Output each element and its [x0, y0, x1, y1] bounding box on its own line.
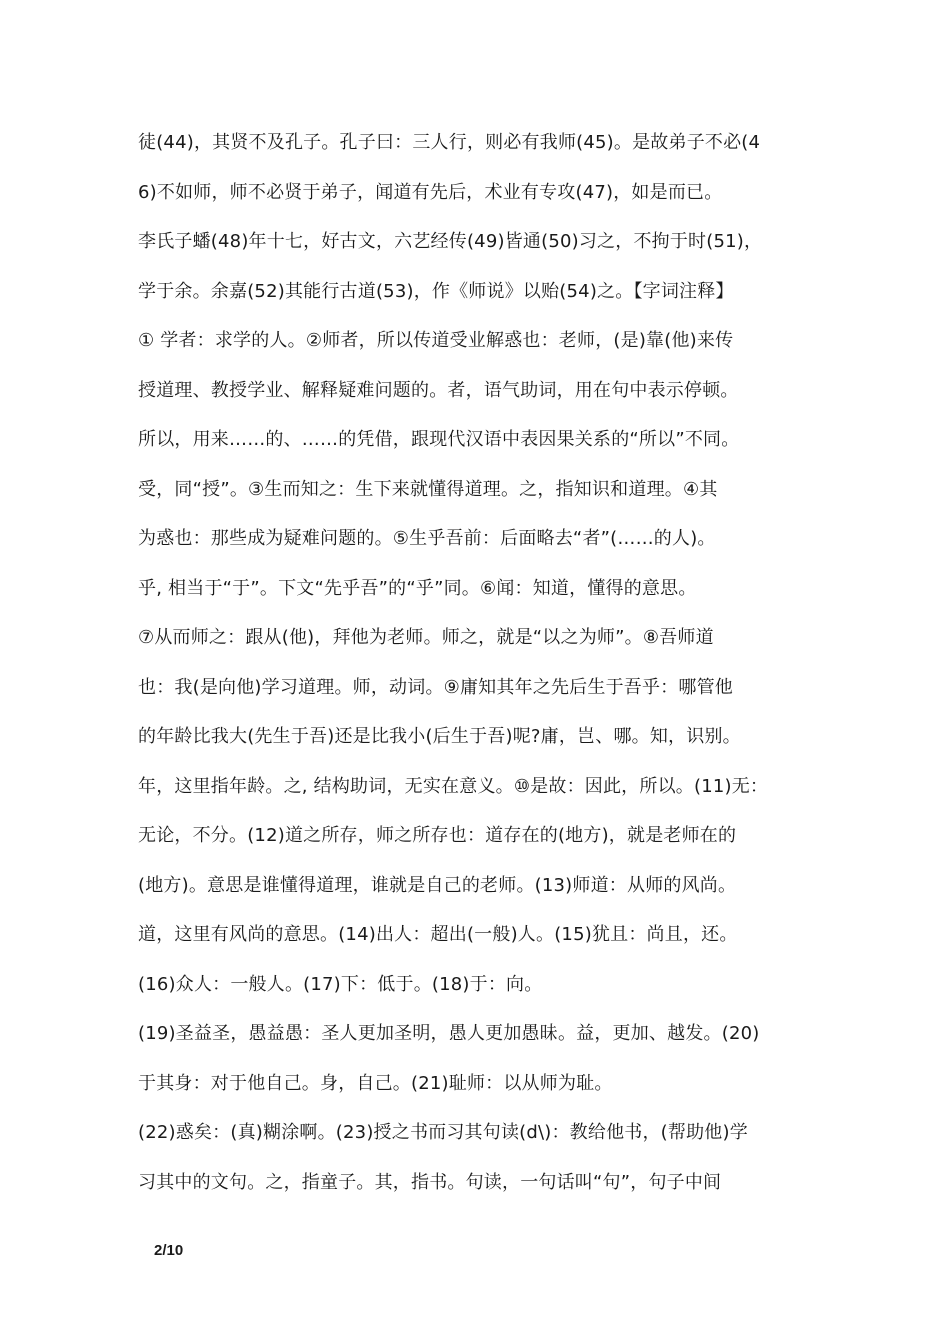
- text-line-2: 6)不如师，师不必贤于弟子，闻道有先后，术业有专攻(47)，如是而已。: [138, 181, 723, 203]
- text-line-14: 年，这里指年龄。之, 结构助词，无实在意义。⑩是故：因此，所以。(11)无：: [138, 775, 769, 797]
- text-line-6: 授道理、教授学业、解释疑难问题的。者，语气助词，用在句中表示停顿。: [138, 379, 739, 401]
- text-line-11: ⑦从而师之：跟从(他)，拜他为老师。师之，就是“以之为师”。⑧吾师道: [138, 627, 714, 648]
- text-line-3: 李氏子蟠(48)年十七，好古文，六艺经传(49)皆通(50)习之，不拘于时(51)，: [138, 231, 763, 252]
- text-line-15: 无论，不分。(12)道之所存，师之所存也：道存在的(地方)，就是老师在的: [138, 825, 737, 846]
- text-line-13: 的年龄比我大(先生于吾)还是比我小(后生于吾)呢?庸，岂、哪。知，识别。: [138, 726, 741, 747]
- text-line-7: 所以，用来……的、……的凭借，跟现代汉语中表因果关系的“所以”不同。: [138, 429, 740, 450]
- text-line-19: (19)圣益圣，愚益愚：圣人更加圣明，愚人更加愚昧。益，更加、越发。(20): [138, 1023, 760, 1044]
- text-line-16: (地方)。意思是谁懂得道理，谁就是自己的老师。(13)师道：从师的风尚。: [138, 874, 737, 896]
- text-line-1: 徒(44)，其贤不及孔子。孔子曰：三人行，则必有我师(45)。是故弟子不必(4: [138, 132, 761, 153]
- text-line-22: 习其中的文句。之，指童子。其，指书。句读，一句话叫“句”，句子中间: [138, 1171, 722, 1193]
- text-line-5: ① 学者：求学的人。②师者，所以传道受业解惑也：老师，(是)靠(他)来传: [138, 330, 734, 351]
- document-body: [138, 124, 820, 1213]
- text-line-17: 道，这里有风尚的意思。(14)出人：超出(一般)人。(15)犹且：尚且，还。: [138, 924, 738, 945]
- text-line-10: 乎, 相当于“于”。下文“先乎吾”的“乎”同。⑥闻：知道，懂得的意思。: [138, 577, 697, 599]
- text-line-8: 受，同“授”。③生而知之：生下来就懂得道理。之，指知识和道理。④其: [138, 478, 718, 500]
- text-line-18: (16)众人：一般人。(17)下：低于。(18)于：向。: [138, 973, 543, 995]
- text-line-12: 也：我(是向他)学习道理。师，动词。⑨庸知其年之先后生于吾乎：哪管他: [138, 676, 733, 698]
- text-line-9: 为惑也：那些成为疑难问题的。⑤生乎吾前：后面略去“者”(……的人)。: [138, 528, 716, 549]
- text-line-4: 学于余。余嘉(52)其能行古道(53)，作《师说》以贻(54)之。【字词注释】: [138, 280, 734, 302]
- page-number: 2/10: [154, 1242, 184, 1259]
- text-line-21: (22)惑矣：(真)糊涂啊。(23)授之书而习其句读(d\)：教给他书，(帮助他)学: [138, 1122, 748, 1143]
- text-line-20: 于其身：对于他自己。身，自己。(21)耻师：以从师为耻。: [138, 1072, 613, 1094]
